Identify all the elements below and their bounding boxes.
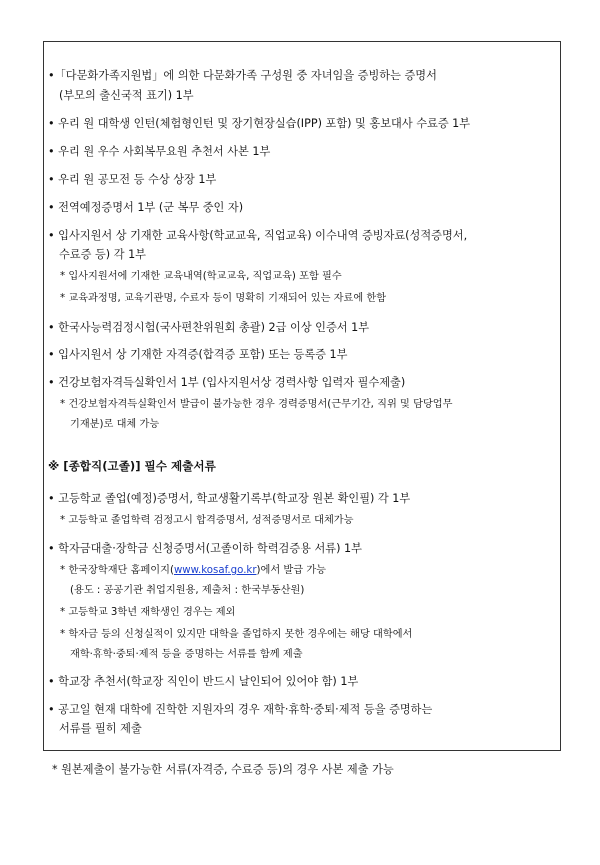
- section-heading: ※ [종합직(고졸)] 필수 제출서류: [48, 459, 216, 473]
- item-korean-history: • 한국사능력검정시험(국사편찬위원회 총괄) 2급 이상 인증서 1부: [48, 321, 370, 334]
- note-scholarship-1-pre: * 한국장학재단 홈페이지(: [60, 565, 174, 576]
- item-university-cont: 서류를 필히 제출: [59, 722, 142, 735]
- note-scholarship-3: * 학자금 등의 신청실적이 있지만 대학을 졸업하지 못한 경우에는 해당 대학에서: [60, 629, 413, 640]
- note-scholarship-1-post: )에서 발급 가능: [256, 565, 327, 576]
- kosaf-link[interactable]: www.kosaf.go.kr: [173, 565, 257, 576]
- note-education-1: * 입사지원서에 기재한 교육내역(학교교육, 직업교육) 포함 필수: [60, 271, 342, 282]
- note-high-school-1: * 고등학교 졸업학력 검정고시 합격증명서, 성적증명서로 대체가능: [60, 515, 354, 526]
- item-social-service: • 우리 원 우수 사회복무요원 추천서 사본 1부: [48, 145, 271, 158]
- note-scholarship-1-cont: (용도 : 공공기관 취업지원용, 제출처 : 한국부동산원): [70, 585, 305, 596]
- note-health-1-cont: 기재분)로 대체 가능: [70, 419, 160, 430]
- item-recommendation: • 학교장 추천서(학교장 직인이 반드시 날인되어 있어야 함) 1부: [48, 675, 359, 688]
- footer-note: * 원본제출이 불가능한 서류(자격증, 수료증 등)의 경우 사본 제출 가능: [52, 763, 394, 776]
- item-certificate: • 입사지원서 상 기재한 자격증(합격증 포함) 또는 등록증 1부: [48, 348, 348, 361]
- note-scholarship-2: * 고등학교 3학년 재학생인 경우는 제외: [60, 607, 236, 618]
- note-scholarship-3-cont: 재학·휴학·중퇴·제적 등을 증명하는 서류를 함께 제출: [70, 649, 303, 660]
- note-education-2: * 교육과정명, 교육기관명, 수료자 등이 명확히 기재되어 있는 자료에 한함: [60, 293, 387, 304]
- note-health-1: * 건강보험자격득실확인서 발급이 불가능한 경우 경력증명서(근무기간, 직위 및 담당업무: [60, 399, 453, 410]
- item-education: • 입사지원서 상 기재한 교육사항(학교교육, 직업교육) 이수내역 증빙자료(성적증명서,: [48, 229, 468, 242]
- item-high-school: • 고등학교 졸업(예정)증명서, 학교생활기록부(학교장 원본 확인필) 각 1부: [48, 492, 411, 505]
- item-university: • 공고일 현재 대학에 진학한 지원자의 경우 재학·휴학·중퇴·제적 등을 증명하는: [48, 703, 433, 716]
- note-scholarship-1: [60, 563, 326, 578]
- item-contest: • 우리 원 공모전 등 수상 상장 1부: [48, 173, 217, 186]
- item-multicultural: •「다문화가족지원법」에 의한 다문화가족 구성원 중 자녀임을 증빙하는 증명서: [48, 69, 437, 82]
- item-education-cont: 수료증 등) 각 1부: [59, 248, 146, 261]
- item-multicultural-cont: (부모의 출신국적 표기) 1부: [59, 89, 194, 102]
- item-intern: • 우리 원 대학생 인턴(체험형인턴 및 장기현장실습(IPP) 포함) 및 홍보대사 수료증 1부: [48, 117, 471, 130]
- item-scholarship: • 학자금대출·장학금 신청증명서(고졸이하 학력검증용 서류) 1부: [48, 542, 362, 555]
- item-health-insurance: • 건강보험자격득실확인서 1부 (입사지원서상 경력사항 입력자 필수제출): [48, 376, 406, 389]
- item-discharge: • 전역예정증명서 1부 (군 복무 중인 자): [48, 201, 244, 214]
